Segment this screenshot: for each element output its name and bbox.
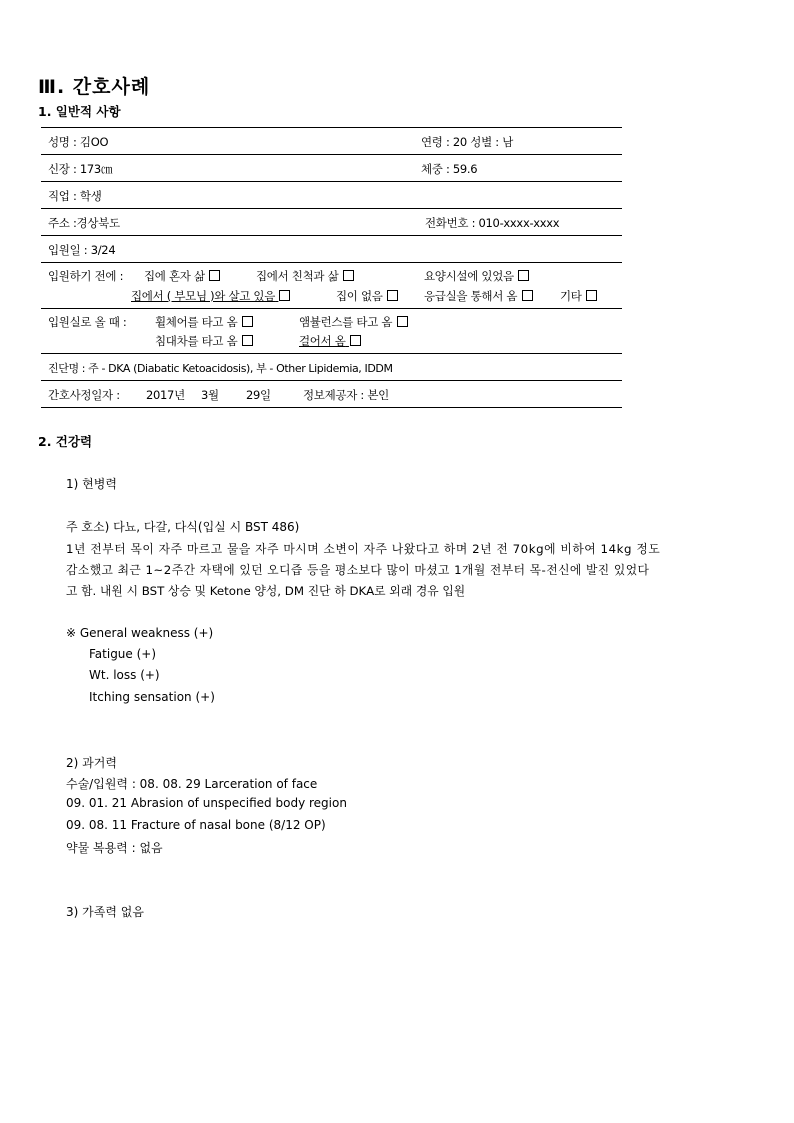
survey-day: 29일 [246,388,271,402]
arrival-option-walking: 걸어서 옴 [299,333,362,349]
survey-month: 3월 [201,388,219,402]
symptom-item: Itching sensation (+) [89,690,215,704]
diagnosis-cell: 진단명 : 주 - DKA (Diabatic Ketoacidosis), 부 - Other Lipidemia, IDDM [48,362,393,375]
checkbox[interactable] [350,335,361,346]
address-cell: 주소 :경상북도 [48,216,120,230]
table-row [41,262,622,308]
checkbox[interactable] [387,290,398,301]
before-option-relatives: 집에서 친척과 삶 [256,268,355,284]
before-option-other: 기타 [560,288,598,304]
before-option-alone: 집에 혼자 삶 [144,268,221,284]
symptom-item: Fatigue (+) [89,647,157,661]
past-history-item: 수술/입원력 : 08. 08. 29 Larceration of face [66,777,318,791]
general-heading: 1. 일반적 사항 [38,104,121,119]
before-option-homeless: 집이 없음 [336,288,399,304]
before-admission-label: 입원하기 전에 : [48,269,124,283]
hpi-line: 고 함. 내원 시 BST 상승 및 Ketone 양성, DM 진단 하 DKA로 외래 경유 입원 [66,584,466,598]
past-history-item: 09. 01. 21 Abrasion of unspecified body region [66,796,347,810]
survey-date-label: 간호사정일자 : [48,388,120,402]
arrival-option-wheelchair: 휠체어를 타고 옴 [155,314,254,330]
arrival-option-ambulance: 앰뷸런스를 타고 옴 [299,314,409,330]
table-row [41,127,622,154]
table-row [41,308,622,353]
before-option-nursing-home: 요양시설에 있었음 [424,268,530,284]
symptom-item: Wt. loss (+) [89,668,160,682]
name-cell: 성명 : 김OO [48,135,109,149]
before-option-parents: 집에서 ( 부모님 )와 살고 있음 [131,288,291,304]
table-row [41,154,622,181]
checkbox[interactable] [242,316,253,327]
general-info-table [41,127,622,408]
checkbox[interactable] [242,335,253,346]
before-option-er: 응급실을 통해서 옴 [424,288,534,304]
checkbox[interactable] [586,290,597,301]
hpi-line: 감소했고 최근 1~2주간 자택에 있던 오디즙 등을 평소보다 많이 마셨고 1개월 전부터 목-전신에 발진 있었다 [66,563,650,577]
age-sex-cell: 연령 : 20 성별 : 남 [421,135,514,149]
arrival-label: 입원실로 올 때 : [48,315,127,329]
section-title: Ⅲ. 간호사례 [38,76,151,98]
table-row [41,380,622,408]
symptom-item: ※ General weakness (+) [66,626,214,640]
survey-year: 2017년 [146,388,185,402]
chief-complaint: 주 호소) 다뇨, 다갈, 다식(입실 시 BST 486) [66,520,300,534]
present-illness-title: 1) 현병력 [66,477,117,491]
informant-cell: 정보제공자 : 본인 [303,388,389,402]
table-row [41,181,622,208]
past-history-item: 약물 복용력 : 없음 [66,841,163,855]
hpi-line: 1년 전부터 목이 자주 마르고 물을 자주 마시며 소변이 자주 나왔다고 하며 2년 전 70kg에 비하여 14kg 정도 [66,542,661,556]
table-row [41,208,622,235]
arrival-option-stretcher: 침대차를 타고 옴 [155,333,254,349]
checkbox[interactable] [279,290,290,301]
phone-cell: 전화번호 : 010-xxxx-xxxx [425,216,560,230]
weight-cell: 체중 : 59.6 [421,162,478,176]
admit-date-cell: 입원일 : 3/24 [48,243,116,257]
past-history-title: 2) 과거력 [66,756,117,770]
health-heading: 2. 건강력 [38,434,93,449]
table-row [41,235,622,262]
family-history-title: 3) 가족력 없음 [66,905,144,919]
past-history-item: 09. 08. 11 Fracture of nasal bone (8/12 OP) [66,818,326,832]
checkbox[interactable] [397,316,408,327]
checkbox[interactable] [343,270,354,281]
table-row [41,353,622,380]
checkbox[interactable] [209,270,220,281]
job-cell: 직업 : 학생 [48,189,102,203]
checkbox[interactable] [522,290,533,301]
height-cell: 신장 : 173㎝ [48,162,113,176]
checkbox[interactable] [518,270,529,281]
